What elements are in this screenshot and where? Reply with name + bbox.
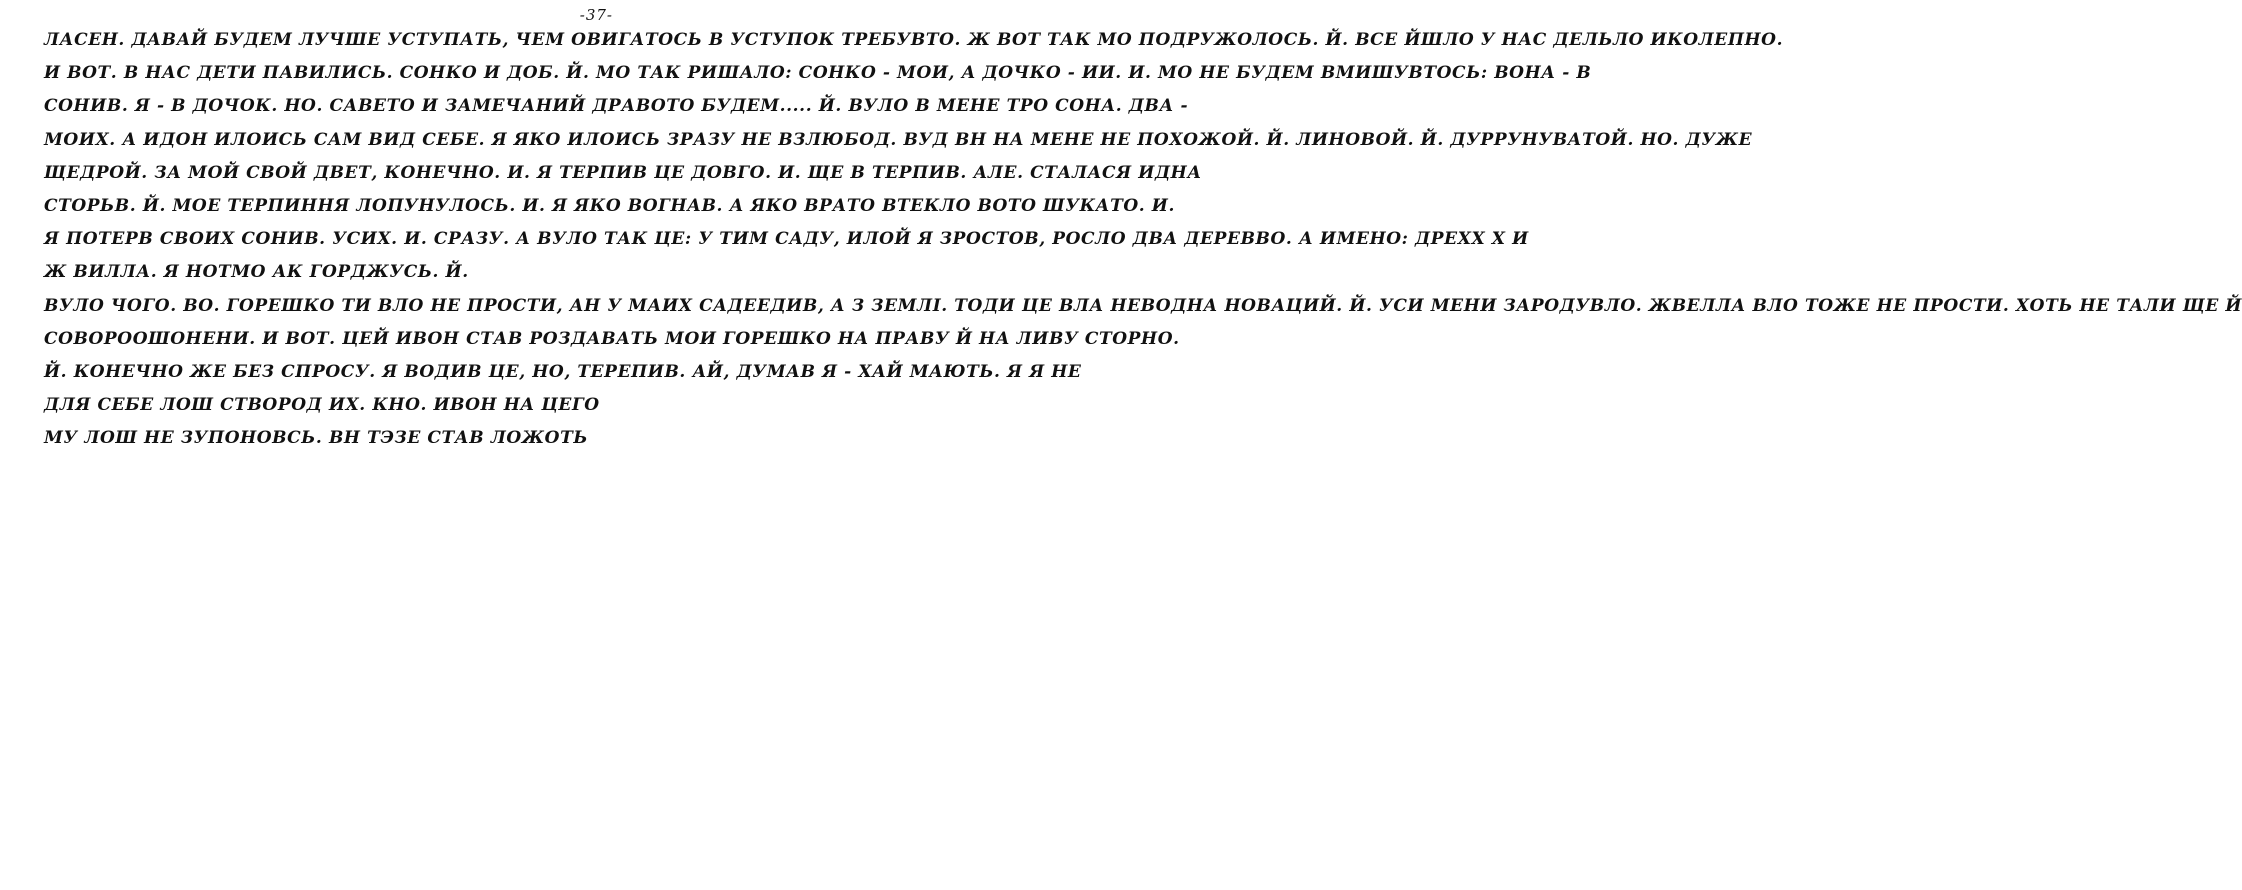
text-line: Ж ВИЛЛА. Я НОТМО АК ГОРДЖУСЬ. Й. (44, 262, 469, 283)
text-line: ЛАСЕН. ДАВАЙ БУДЕМ ЛУЧШЕ УСТУПАТЬ, ЧЕМ ОВИГАТОСЬ В УСТУПОК ТРЕБУВТО. Ж ВОТ ТАК МО ПОДРУЖОЛОСЬ. Й. ВСЕ ЙШЛО У НАС ДЕЛЬЛО ИКОЛЕПНО. (44, 30, 1784, 50)
text-line: ЩЕДРОЙ. ЗА МОЙ СВОЙ ДВЕТ, КОНЕЧНО. И. Я ТЕРПИВ ЦЕ ДОВГО. И. ЩЕ В ТЕРПИВ. АЛЕ. СТАЛАСЯ ИДНА (44, 162, 1202, 183)
text-line: Я ПОТЕРВ СВОИХ СОНИВ. УСИХ. И. СРАЗУ. А ВУЛО ТАК ЦЕ: У ТИМ САДУ, ИЛОЙ Я ЗРОСТОВ, РОСЛО ДВА ДЕРЕВВО. А ИМЕНО: ДРЕХХ Х И (44, 229, 1529, 250)
text-line: СОВОРООШОНЕНИ. И ВОТ. ЦЕЙ ИВОН СТАВ РОЗДАВАТЬ МОИ ГОРЕШКО НА ПРАВУ Й НА ЛИВУ СТОРНО. (44, 328, 1180, 349)
text-line: И ВОТ. В НАС ДЕТИ ПАВИЛИСЬ. СОНКО И ДОБ. Й. МО ТАК РИШАЛО: СОНКО - МОИ, А ДОЧКО - ИИ. И. МО НЕ БУДЕМ ВМИШУВТОСЬ: ВОНА - В (44, 63, 1592, 84)
text-line: СОНИВ. Я - В ДОЧОК. НО. САВЕТО И ЗАМЕЧАНИЙ ДРАВОТО БУДЕМ..... Й. ВУЛО В МЕНЕ ТРО СОНА. ДВА - (44, 96, 1189, 117)
page-number: -37- (579, 6, 613, 24)
text-line: МОИХ. А ИДОН ИЛОИСЬ САМ ВИД СЕБЕ. Я ЯКО ИЛОИСЬ ЗРАЗУ НЕ ВЗЛЮБОД. ВУД ВН НА МЕНЕ НЕ ПОХОЖОЙ. Й. ЛИНОВОЙ. Й. ДУРРУНУВАТОЙ. НО. ДУЖЕ (44, 129, 1753, 150)
text-line: ДЛЯ СЕБЕ ЛОШ СТВОРОД ИХ. КНО. ИВОН НА ЦЕГО (44, 395, 600, 416)
text-line: МУ ЛОШ НЕ ЗУПОНОВСЬ. ВН ТЭЗЕ СТАВ ЛОЖОТЬ (44, 428, 588, 449)
text-line: Й. КОНЕЧНО ЖЕ БЕЗ СПРОСУ. Я ВОДИВ ЦЕ, НО, ТЕРЕПИВ. АЙ, ДУМАВ Я - ХАЙ МАЮТЬ. Я Я НЕ (44, 361, 1082, 382)
handwritten-text-block (44, 24, 2242, 455)
text-line: ВУЛО ЧОГО. ВО. ГОРЕШКО ТИ ВЛО НЕ ПРОСТИ, АН У МАИХ САДЕЕДИВ, А З ЗЕМЛІ. ТОДИ ЦЕ ВЛА НЕВОДНА НОВАЦИЙ. Й. УСИ МЕНИ ЗАРОДУВЛО. ЖВЕЛЛА ВЛО ТОЖЕ НЕ ПРОСТИ. ХОТЬ НЕ ТАЛИ ЩЕ Й (44, 295, 2242, 316)
text-line: СТОРЬВ. Й. МОЕ ТЕРПИННЯ ЛОПУНУЛОСЬ. И. Я ЯКО ВОГНАВ. А ЯКО ВРАТО ВТЕКЛО ВОТО ШУКАТО. И. (44, 195, 1175, 216)
